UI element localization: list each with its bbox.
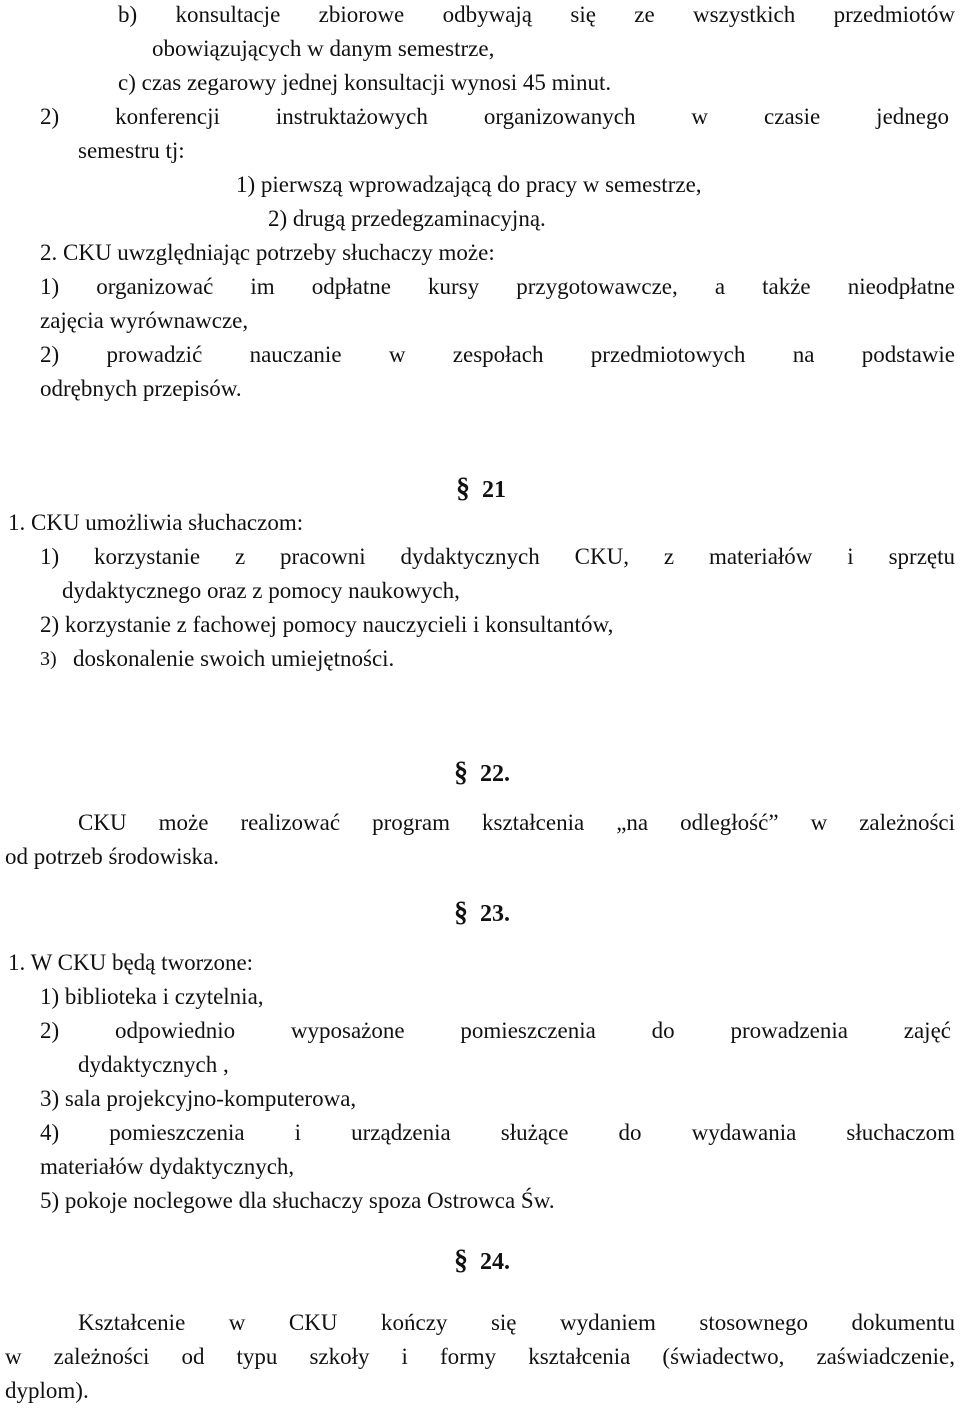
text-line: CKU może realizować program kształcenia „na odległość” w zależności: [78, 810, 955, 835]
text-line: doskonalenie swoich umiejętności.: [73, 646, 395, 671]
text-line: w zależności od typu szkoły i formy kształcenia (świadectwo, zaświadczenie,: [5, 1344, 955, 1369]
text-line: 2) drugą przedegzaminacyjną.: [268, 206, 546, 231]
section-heading-22: [454, 758, 510, 789]
text-line: 2) prowadzić nauczanie w zespołach przedmiotowych na podstawie: [40, 342, 955, 367]
text-line: 2) odpowiednio wyposażone pomieszczenia do prowadzenia zajęć: [40, 1018, 951, 1043]
text-line: dydaktycznego oraz z pomocy naukowych,: [62, 578, 460, 603]
list-marker: 3): [40, 648, 57, 670]
text-line: od potrzeb środowiska.: [5, 844, 219, 869]
section-heading-21: [456, 474, 506, 505]
text-line: 2) korzystanie z fachowej pomocy nauczycieli i konsultantów,: [40, 612, 614, 637]
text-line: 1) biblioteka i czytelnia,: [40, 984, 264, 1009]
section-symbol: §: [456, 473, 470, 504]
text-line: 4) pomieszczenia i urządzenia służące do wydawania słuchaczom: [40, 1120, 955, 1145]
text-line: 1) organizować im odpłatne kursy przygotowawcze, a także nieodpłatne: [40, 274, 955, 299]
section-symbol: §: [454, 1245, 468, 1276]
text-line: materiałów dydaktycznych,: [40, 1154, 295, 1179]
text-line: semestru tj:: [78, 138, 185, 163]
text-line: c) czas zegarowy jednej konsultacji wynosi 45 minut.: [118, 70, 612, 95]
text-line: dyplom).: [5, 1378, 89, 1403]
text-line: odrębnych przepisów.: [40, 376, 242, 401]
text-line: 1. W CKU będą tworzone:: [8, 950, 254, 975]
section-symbol: §: [454, 757, 468, 788]
section-number: 24.: [480, 1249, 510, 1275]
text-line: b) konsultacje zbiorowe odbywają się ze wszystkich przedmiotów: [118, 2, 955, 27]
text-line: 2. CKU uwzględniając potrzeby słuchaczy może:: [40, 240, 495, 265]
section-symbol: §: [454, 897, 468, 928]
text-line: 1) korzystanie z pracowni dydaktycznych CKU, z materiałów i sprzętu: [40, 544, 955, 569]
text-line: 5) pokoje noclegowe dla słuchaczy spoza Ostrowca Św.: [40, 1188, 555, 1213]
section-number: 21: [482, 477, 506, 503]
text-line: zajęcia wyrównawcze,: [40, 308, 249, 333]
section-heading-23: [454, 898, 510, 929]
text-line: 3) sala projekcyjno-komputerowa,: [40, 1086, 357, 1111]
text-line: obowiązujących w danym semestrze,: [152, 36, 495, 61]
text-line: 1) pierwszą wprowadzającą do pracy w semestrze,: [236, 172, 702, 197]
text-line: dydaktycznych ,: [78, 1052, 229, 1077]
section-number: 22.: [480, 761, 510, 787]
text-line: 1. CKU umożliwia słuchaczom:: [8, 510, 304, 535]
text-line: 2) konferencji instruktażowych organizowanych w czasie jednego: [40, 104, 949, 129]
text-line: Kształcenie w CKU kończy się wydaniem stosownego dokumentu: [78, 1310, 955, 1335]
section-heading-24: [454, 1246, 510, 1277]
section-number: 23.: [480, 901, 510, 927]
